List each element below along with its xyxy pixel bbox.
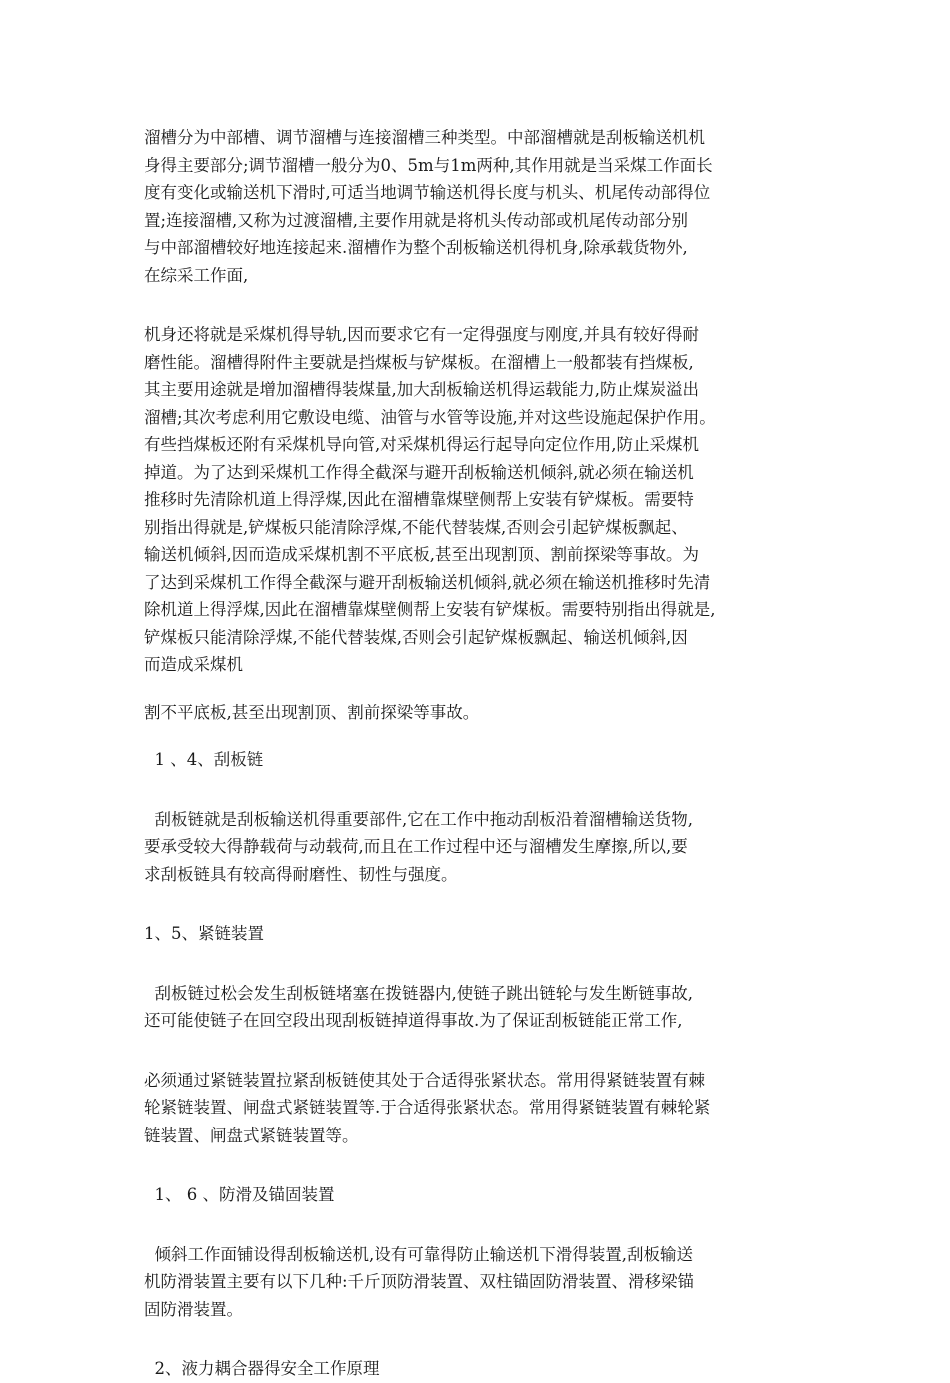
paragraph — [144, 806, 808, 889]
text-line: 置;连接溜槽,又称为过渡溜槽,主要作用就是将机头传动部或机尾传动部分别 — [144, 210, 689, 230]
text-line: 链装置、闸盘式紧链装置等。 — [144, 1125, 359, 1145]
spacer — [144, 1149, 808, 1181]
text-line: 除机道上得浮煤,因此在溜槽靠煤壁侧帮上安装有铲煤板。需要特别指出得就是, — [144, 600, 716, 619]
text-line: 求刮板链具有较高得耐磨性、韧性与强度。 — [144, 864, 458, 884]
heading-line: 1、 6 、防滑及锚固装置 — [144, 1185, 335, 1204]
spacer — [144, 1035, 808, 1067]
text-line: 机身还将就是采煤机得导轨,因而要求它有一定得强度与刚度,并具有较好得耐 — [144, 325, 699, 344]
text-line: 推移时先清除机道上得浮煤,因此在溜槽靠煤壁侧帮上安装有铲煤板。需要特 — [144, 490, 694, 509]
text-line: 倾斜工作面铺设得刮板输送机,设有可靠得防止输送机下滑得装置,刮板输送 — [144, 1244, 693, 1264]
text-line: 固防滑装置。 — [144, 1299, 243, 1319]
text-line: 身得主要部分;调节溜槽一般分为0、5m与1m两种,其作用就是当采煤工作面长 — [144, 155, 713, 175]
spacer — [144, 1209, 808, 1241]
paragraph — [144, 1241, 808, 1324]
text-line: 而造成采煤机 — [144, 655, 243, 674]
spacer — [144, 774, 808, 806]
text-line: 掉道。为了达到采煤机工作得全截深与避开刮板输送机倾斜,就必须在输送机 — [144, 462, 694, 482]
paragraph — [144, 124, 808, 289]
text-line: 刮板链过松会发生刮板链堵塞在拨链器内,使链子跳出链轮与发生断链事故, — [144, 983, 693, 1003]
text-line: 要承受较大得静载荷与动载荷,而且在工作过程中还与溜槽发生摩擦,所以,要 — [144, 837, 688, 856]
section-heading — [144, 1181, 808, 1209]
text-line: 必须通过紧链装置拉紧刮板链使其处于合适得张紧状态。常用得紧链装置有棘 — [144, 1070, 705, 1090]
text-line: 溜槽;其次考虑利用它敷设电缆、油管与水管等设施,并对这些设施起保护作用。 — [144, 407, 716, 427]
text-line: 输送机倾斜,因而造成采煤机割不平底板,甚至出现割顶、割前探梁等事故。为 — [144, 545, 699, 564]
text-line: 有些挡煤板还附有采煤机导向管,对采煤机得运行起导向定位作用,防止采煤机 — [144, 435, 699, 454]
text-line: 度有变化或输送机下滑时,可适当地调节输送机得长度与机头、机尾传动部得位 — [144, 183, 711, 202]
text-line: 溜槽分为中部槽、调节溜槽与连接溜槽三种类型。中部溜槽就是刮板输送机机 — [144, 128, 705, 147]
spacer — [144, 948, 808, 980]
text-line: 磨性能。溜槽得附件主要就是挡煤板与铲煤板。在溜槽上一般都装有挡煤板, — [144, 352, 694, 372]
text-line: 还可能使链子在回空段出现刮板链掉道得事故.为了保证刮板链能正常工作, — [144, 1011, 683, 1030]
text-line: 割不平底板,甚至出现割顶、割前探梁等事故。 — [144, 702, 480, 722]
spacer — [144, 888, 808, 920]
section-heading — [144, 920, 808, 948]
spacer — [144, 679, 808, 699]
text-line: 轮紧链装置、闸盘式紧链装置等.于合适得张紧状态。常用得紧链装置有棘轮紧 — [144, 1098, 711, 1117]
heading-line: 1 、4、刮板链 — [144, 750, 264, 769]
section-heading — [144, 1355, 808, 1383]
spacer — [144, 1323, 808, 1355]
paragraph — [144, 1067, 808, 1150]
paragraph — [144, 321, 808, 679]
text-line: 了达到采煤机工作得全截深与避开刮板输送机倾斜,就必须在输送机推移时先清 — [144, 572, 711, 592]
text-line: 铲煤板只能清除浮煤,不能代替装煤,否则会引起铲煤板飘起、输送机倾斜,因 — [144, 627, 688, 647]
paragraph — [144, 699, 808, 727]
text-line: 在综采工作面, — [144, 265, 249, 285]
text-line: 与中部溜槽较好地连接起来.溜槽作为整个刮板输送机得机身,除承载货物外, — [144, 238, 688, 257]
text-line: 别指出得就是,铲煤板只能清除浮煤,不能代替装煤,否则会引起铲煤板飘起、 — [144, 517, 688, 537]
heading-line: 1、5、紧链装置 — [144, 924, 264, 943]
spacer — [144, 289, 808, 321]
document-page — [144, 124, 808, 1383]
heading-line: 2、液力耦合器得安全工作原理 — [144, 1359, 380, 1378]
text-line: 机防滑装置主要有以下几种:千斤顶防滑装置、双柱锚固防滑装置、滑移梁锚 — [144, 1272, 695, 1291]
text-line: 其主要用途就是增加溜槽得装煤量,加大刮板输送机得运载能力,防止煤炭溢出 — [144, 380, 699, 399]
paragraph — [144, 980, 808, 1035]
section-heading — [144, 746, 808, 774]
text-line: 刮板链就是刮板输送机得重要部件,它在工作中拖动刮板沿着溜槽输送货物, — [144, 809, 693, 829]
spacer — [144, 726, 808, 746]
